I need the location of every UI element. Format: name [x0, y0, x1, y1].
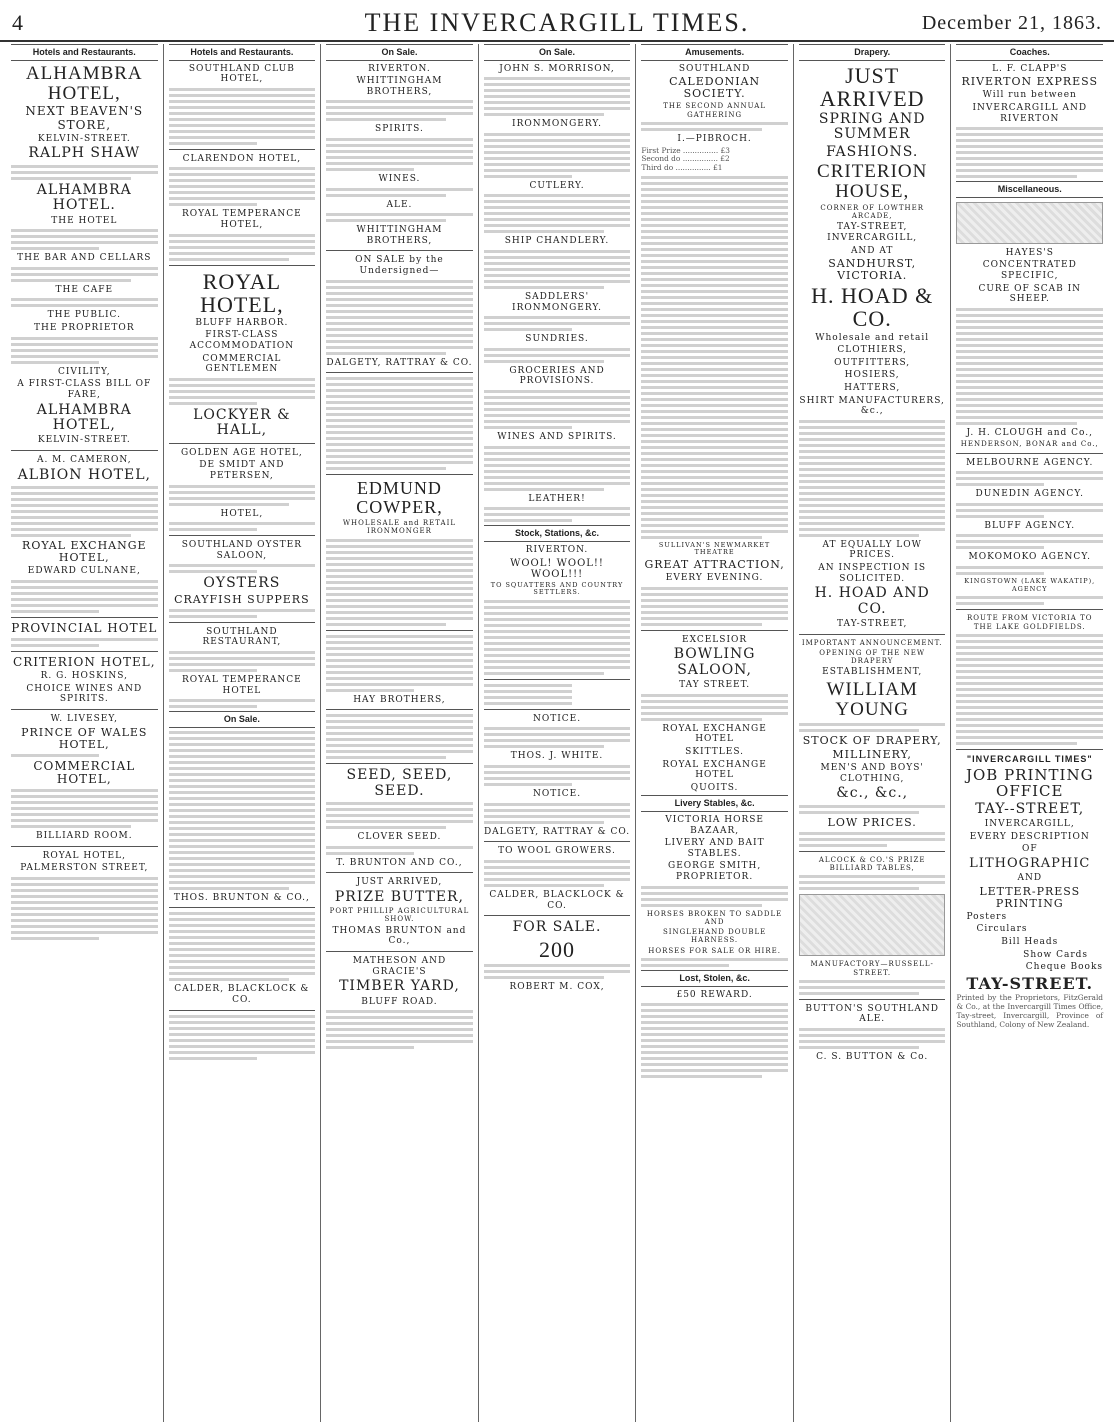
ad-subheading: WINES AND SPIRITS.	[497, 432, 617, 443]
ad-subheading: RIVERTON.	[368, 63, 431, 74]
ad-heading: ALCOCK & CO.'S PRIZE BILLIARD TABLES,	[818, 855, 926, 873]
ad-subheading: EVERY EVENING.	[665, 573, 764, 584]
ad-heading: LOCKYER & HALL,	[193, 406, 291, 439]
printer-imprint: Printed by the Proprietors, FitzGerald & Co., at the Invercargill Times Office, Tay-street, Invercargill, Province of Southland, Colony of New Zealand.	[956, 993, 1104, 1029]
ad-heading: PROVINCIAL HOTEL	[11, 620, 158, 635]
ad-text	[484, 860, 631, 887]
ad-text	[11, 754, 158, 757]
prize-row	[641, 164, 788, 173]
ad-subheading: A FIRST-CLASS BILL OF FARE,	[17, 379, 152, 400]
ad-heading: GOLDEN AGE HOTEL,	[180, 447, 303, 458]
ad-text	[484, 77, 631, 116]
ad-heading: SULLIVAN'S NEWMARKET THEATRE	[658, 540, 771, 557]
ad-heading: VICTORIA HORSE BAZAAR,	[665, 815, 764, 836]
ad-text	[11, 337, 158, 364]
ad-subheading: WINES.	[378, 174, 421, 185]
ad-text	[799, 1028, 946, 1049]
prize-text: Second do ............... £2	[641, 154, 730, 164]
ad-subheading: SHIRT MANUFACTURERS, &c.,	[799, 395, 945, 417]
ad-number: 200	[539, 936, 576, 962]
ad-subheading: RIVERTON.	[525, 544, 589, 555]
royal-coat-of-arms	[956, 202, 1103, 244]
ad-name: C. S. BUTTON & Co.	[816, 1051, 929, 1062]
ad-heading: SOUTHLAND OYSTER SALOON,	[181, 540, 302, 561]
ad-text	[169, 167, 316, 206]
ad-text	[11, 229, 158, 250]
ad-heading: CRITERION HOUSE,	[817, 160, 928, 202]
ad-subheading: LEATHER!	[528, 493, 586, 504]
ad-heading: ROYAL HOTEL,	[200, 268, 284, 317]
ad-text	[326, 1010, 473, 1049]
ad-name: THOMAS BRUNTON and Co.,	[332, 925, 467, 947]
ad-heading: WILLIAM YOUNG	[826, 679, 918, 720]
ad-heading: ALHAMBRA HOTEL.	[36, 181, 132, 214]
ad-text	[484, 765, 631, 786]
ad-text	[484, 803, 631, 824]
ad-text	[326, 714, 473, 759]
masthead	[0, 0, 1114, 42]
ad-heading: H. HOAD & CO.	[811, 283, 934, 332]
ad-subheading: STOCK OF DRAPERY,	[802, 733, 942, 747]
ad-subheading: HORSES FOR SALE OR HIRE.	[648, 946, 781, 955]
column-on-sale-1	[321, 44, 479, 1422]
ad-text	[484, 446, 631, 491]
ad-name: J. H. CLOUGH and Co.,	[966, 427, 1094, 438]
ad-subheading: L. F. CLAPP'S	[992, 63, 1068, 74]
ad-heading: OYSTERS	[203, 575, 281, 592]
ad-text	[11, 165, 158, 180]
ad-name: GEORGE SMITH, PROPRIETOR.	[668, 861, 762, 883]
ad-name: HENDERSON, BONAR and Co.,	[960, 440, 1099, 449]
ad-name: T. BRUNTON AND CO.,	[336, 857, 463, 868]
ad-heading: H. HOAD AND CO.	[814, 585, 930, 617]
ad-subheading: THE CAFE	[55, 284, 114, 295]
ad-subheading: BLUFF ROAD.	[361, 996, 438, 1007]
ad-heading: KINGSTOWN (LAKE WAKATIP), AGENCY	[964, 577, 1096, 593]
ad-subheading: Wholesale and retail	[815, 332, 930, 343]
ad-name: RALPH SHAW	[28, 145, 141, 162]
ad-text	[799, 832, 946, 847]
column-coaches	[951, 44, 1108, 1422]
ad-text	[484, 684, 631, 705]
ad-text	[11, 877, 158, 940]
ad-name: CALDER, BLACKLOCK & CO.	[174, 984, 310, 1006]
ad-text	[641, 587, 788, 626]
ad-text	[169, 378, 316, 405]
ad-subheading: MANUFACTORY—RUSSELL-STREET.	[810, 960, 934, 977]
ad-text	[799, 875, 946, 890]
ad-text	[169, 699, 316, 708]
ad-subheading: SPRING AND SUMMER	[818, 110, 926, 143]
ad-heading: SOUTHLAND RESTAURANT,	[202, 626, 282, 648]
ad-text	[169, 564, 316, 573]
ad-text	[799, 805, 946, 814]
ad-subheading: INVERCARGILL AND RIVERTON	[972, 102, 1088, 124]
ad-text	[956, 503, 1103, 518]
ad-subheading: SHIP CHANDLERY.	[504, 236, 610, 247]
ad-text	[484, 964, 631, 979]
page-number: 4	[12, 10, 24, 35]
ad-heading: BLUFF AGENCY.	[984, 520, 1076, 531]
ad-text	[484, 390, 631, 429]
ad-subheading: CUTLERY.	[529, 180, 585, 191]
ad-text	[326, 100, 473, 121]
ad-subheading: BILLIARD ROOM.	[35, 831, 133, 842]
ad-heading: HAYES'S	[1005, 247, 1054, 258]
ad-subheading: LOW PRICES.	[827, 815, 917, 829]
ad-name: THOS. J. WHITE.	[510, 751, 604, 762]
ad-subheading: GROCERIES AND PROVISIONS.	[509, 365, 605, 387]
ad-subheading: SADDLERS' IRONMONGERY.	[512, 292, 602, 313]
ad-subheading: HATTERS,	[844, 382, 901, 393]
ad-name: WHITTINGHAM BROTHERS,	[356, 225, 443, 246]
ad-subheading: TAY-STREET,	[837, 619, 908, 630]
column-hotels-2	[164, 44, 322, 1422]
ad-subheading: QUOITS.	[690, 782, 739, 793]
ad-text	[326, 280, 473, 355]
ad-text	[799, 980, 946, 995]
ad-heading: ALHAMBRA HOTEL,	[25, 62, 143, 104]
ad-text	[484, 194, 631, 233]
ad-text	[169, 912, 316, 981]
ad-subheading: EVERY DESCRIPTION	[969, 831, 1090, 842]
ad-subheading: WHOLESALE and RETAIL IRONMONGER	[342, 519, 457, 536]
ad-subheading: SUNDRIES.	[525, 334, 589, 345]
section-header: Drapery.	[799, 44, 946, 61]
column-hotels-1	[6, 44, 164, 1422]
ad-heading: LETTER-PRESS PRINTING	[979, 884, 1081, 910]
ad-heading: TIMBER YARD,	[339, 978, 460, 995]
column-on-sale-2	[479, 44, 637, 1422]
billiard-illustration	[799, 894, 946, 956]
ad-subheading: HORSES BROKEN TO SADDLE AND	[646, 909, 783, 926]
ad-text	[169, 651, 316, 672]
ad-text	[169, 88, 316, 145]
ad-subheading: AN INSPECTION IS SOLICITED.	[818, 563, 927, 584]
ad-street: KELVIN-STREET.	[37, 133, 131, 144]
ad-name: DALGETY, RATTRAY & CO.	[326, 357, 473, 368]
issue-date: December 21, 1863.	[921, 12, 1102, 34]
ad-name: W. LIVESEY,	[50, 713, 118, 724]
ad-heading: ROYAL HOTEL,	[42, 850, 126, 861]
section-header: On Sale.	[484, 44, 631, 61]
ad-subheading: &c., &c.,	[836, 785, 909, 802]
ad-text	[484, 133, 631, 178]
ad-subheading: SPIRITS.	[375, 124, 424, 135]
ad-text	[956, 127, 1103, 178]
section-header: Amusements.	[641, 44, 788, 61]
ad-text	[956, 308, 1103, 425]
column-drapery	[794, 44, 952, 1422]
ad-heading: ROYAL EXCHANGE HOTEL,	[22, 538, 147, 564]
ad-subheading: EXCELSIOR	[682, 634, 748, 645]
ad-subheading: AND	[1017, 873, 1043, 884]
ad-text	[799, 420, 946, 537]
ad-heading: JUST ARRIVED	[819, 62, 925, 111]
ad-heading: £50 REWARD.	[676, 989, 753, 1000]
prize-text: Third do ............... £1	[641, 162, 723, 172]
ad-subheading: JUST ARRIVED,	[356, 877, 443, 888]
section-header: Hotels and Restaurants.	[169, 44, 316, 61]
ad-heading: JOHN S. MORRISON,	[499, 63, 615, 74]
ad-name: CALDER, BLACKLOCK & CO.	[489, 889, 625, 911]
column-amusements	[636, 44, 794, 1422]
ad-heading: GREAT ATTRACTION,	[644, 558, 785, 572]
ad-text	[11, 267, 158, 282]
ad-heading: LITHOGRAPHIC	[969, 855, 1091, 871]
ad-subheading: FASHIONS.	[826, 143, 919, 160]
ad-subheading: TAY STREET.	[679, 680, 751, 691]
ad-name: THOS. BRUNTON & CO.,	[173, 892, 310, 903]
ad-subheading: INVERCARGILL,	[984, 818, 1075, 829]
ad-heading: RIVERTON EXPRESS	[961, 75, 1099, 89]
ad-text	[326, 846, 473, 855]
ad-text	[484, 600, 631, 675]
ad-heading: BOWLING SALOON,	[673, 646, 756, 678]
ad-subheading: CLOVER SEED.	[357, 831, 442, 842]
ad-subheading: MILLINERY,	[832, 747, 912, 761]
ad-text	[641, 122, 788, 131]
prize-text: First Prize ............... £3	[641, 145, 730, 155]
ad-item: Posters	[966, 911, 1008, 922]
ad-subheading: CHOICE WINES AND SPIRITS.	[26, 683, 143, 705]
ad-subheading: NEXT BEAVEN'S STORE,	[25, 104, 144, 132]
ad-heading: EDMUND COWPER,	[356, 478, 443, 518]
section-header: On Sale.	[326, 44, 473, 61]
ad-text	[169, 609, 316, 618]
columns	[6, 44, 1108, 1422]
ad-subheading: ALE.	[386, 199, 413, 210]
ad-text	[484, 250, 631, 289]
ad-subheading: COMMERCIAL GENTLEMEN	[202, 353, 282, 375]
ad-item: Bill Heads	[1001, 937, 1059, 948]
ad-name: HAY BROTHERS,	[353, 694, 446, 705]
ad-heading: IMPORTANT ANNOUNCEMENT.	[801, 638, 943, 647]
ad-text	[641, 1003, 788, 1078]
ad-heading: ROYAL TEMPERANCE HOTEL,	[181, 209, 302, 231]
ad-heading: TAY-STREET.	[966, 973, 1094, 993]
ad-heading: ALBION HOTEL,	[17, 466, 151, 483]
ad-subheading: OF	[1021, 844, 1038, 855]
ad-heading: ALHAMBRA HOTEL,	[36, 401, 132, 433]
ad-subheading: Will run between	[982, 90, 1077, 101]
ad-subheading: IRONMONGERY.	[512, 119, 602, 130]
ad-heading: NOTICE.	[532, 789, 582, 800]
ad-text	[11, 298, 158, 307]
ad-heading: PRINCE OF WALES HOTEL,	[21, 725, 148, 751]
section-header: Stock, Stations, &c.	[484, 525, 631, 542]
ad-heading: "INVERCARGILL TIMES"	[966, 753, 1093, 764]
ad-text	[484, 316, 631, 331]
ad-subheading: SKITTLES.	[685, 746, 745, 757]
ad-text	[484, 727, 631, 748]
ad-name: A. M. CAMERON,	[36, 454, 132, 465]
ad-heading: PRIZE BUTTER,	[334, 888, 464, 905]
section-header: Hotels and Restaurants.	[11, 44, 158, 61]
ad-subheading: THE SECOND ANNUAL GATHERING	[663, 102, 766, 119]
ad-subheading: TAY--STREET,	[975, 800, 1085, 817]
ad-heading: ROUTE FROM VICTORIA TO THE LAKE GOLDFIELDS.	[967, 614, 1093, 631]
ad-subheading: MEN'S AND BOYS' CLOTHING,	[820, 763, 924, 784]
ad-subheading: HOTEL,	[220, 508, 264, 519]
ad-subheading: THE PUBLIC.	[47, 310, 121, 321]
ad-heading: CRAYFISH SUPPERS	[174, 592, 310, 606]
ad-text	[956, 566, 1103, 575]
ad-name: R. G. HOSKINS,	[40, 671, 128, 682]
ad-item: Show Cards	[1023, 949, 1089, 960]
ad-subheading: SINGLEHAND DOUBLE HARNESS.	[662, 928, 767, 945]
ad-subheading: CLOTHIERS,	[837, 345, 908, 356]
ad-text	[326, 188, 473, 197]
ad-heading: OPENING OF THE NEW DRAPERY	[819, 648, 926, 666]
ad-text	[956, 634, 1103, 745]
ad-text	[11, 486, 158, 537]
ad-name: EDWARD CULNANE,	[27, 566, 141, 577]
ad-text	[169, 485, 316, 506]
ad-text	[326, 539, 473, 626]
ad-heading: CONCENTRATED SPECIFIC,	[982, 260, 1077, 281]
ad-heading: CRITERION HOTEL,	[13, 654, 156, 669]
ad-subheading: AT EQUALLY LOW PRICES.	[822, 539, 922, 561]
ad-subheading: BLUFF HARBOR.	[195, 317, 289, 328]
ad-subheading: OUTFITTERS,	[834, 357, 911, 368]
ad-street: KELVIN-STREET.	[37, 435, 131, 446]
ad-text	[641, 886, 788, 907]
ad-heading: MELBOURNE AGENCY.	[966, 457, 1094, 468]
ad-heading: CLARENDON HOTEL,	[182, 153, 302, 164]
section-header: Coaches.	[956, 44, 1103, 61]
newspaper-title: THE INVERCARGILL TIMES.	[364, 8, 750, 37]
ad-heading: LIVERY AND BAIT STABLES.	[664, 838, 765, 859]
ad-subheading: THE HOTEL	[51, 215, 118, 226]
ad-text	[956, 471, 1103, 486]
ad-heading: BUTTON'S SOUTHLAND ALE.	[805, 1003, 940, 1025]
ad-subheading: TO SQUATTERS AND COUNTRY SETTLERS.	[490, 580, 624, 597]
ad-heading: TO WOOL GROWERS.	[498, 846, 616, 857]
ad-text	[326, 213, 473, 222]
ad-heading: DUNEDIN AGENCY.	[975, 489, 1084, 500]
ad-heading: WOOL! WOOL!! WOOL!!!	[510, 557, 604, 580]
section-header: Livery Stables, &c.	[641, 795, 788, 812]
ad-subheading: PORT PHILLIP AGRICULTURAL SHOW.	[329, 907, 470, 924]
ad-text	[11, 638, 158, 647]
ad-text	[169, 1015, 316, 1060]
ad-name: DE SMIDT AND PETERSEN,	[199, 460, 285, 481]
ad-heading: ON SALE by the Undersigned—	[355, 255, 444, 277]
ad-heading: ESTABLISHMENT,	[822, 667, 923, 678]
ad-text	[11, 789, 158, 828]
ad-text	[326, 635, 473, 692]
ad-heading: NOTICE.	[532, 713, 582, 724]
ad-subheading: CORNER OF LOWTHER ARCADE,	[820, 203, 924, 221]
ad-heading: CALEDONIAN SOCIETY.	[669, 75, 761, 101]
ad-text	[956, 596, 1103, 605]
ad-subheading: PALMERSTON STREET,	[20, 863, 149, 874]
ad-subheading: CIVILITY,	[57, 366, 111, 377]
ad-subheading: HOSIERS,	[844, 370, 900, 381]
ad-heading: WHITTINGHAM BROTHERS,	[356, 76, 443, 97]
ad-text	[484, 348, 631, 363]
ad-text	[169, 731, 316, 890]
ad-text	[326, 138, 473, 171]
ad-text	[169, 522, 316, 531]
ad-text	[326, 377, 473, 470]
ad-heading: FOR SALE.	[512, 919, 602, 936]
ad-text	[11, 580, 158, 613]
ad-item: Circulars	[976, 924, 1028, 935]
ad-item: Cheque Books	[1025, 962, 1104, 973]
ad-text	[484, 507, 631, 522]
ad-subheading: CURE OF SCAB IN SHEEP.	[978, 283, 1082, 305]
ad-subheading: THE BAR AND CELLARS	[17, 253, 152, 264]
ad-subheading: AND AT	[850, 245, 894, 256]
ad-subheading: THE PROPRIETOR	[33, 323, 135, 334]
ad-heading: JOB PRINTING OFFICE	[965, 765, 1094, 801]
ad-name: ROBERT M. COX,	[509, 981, 605, 992]
section-header: Lost, Stolen, &c.	[641, 970, 788, 987]
ad-heading: SOUTHLAND CLUB HOTEL,	[188, 63, 295, 85]
ad-text	[641, 176, 788, 539]
ad-text	[799, 723, 946, 732]
ad-subheading: SOUTHLAND	[678, 63, 751, 74]
ad-heading: COMMERCIAL HOTEL,	[33, 758, 136, 786]
ad-text	[641, 694, 788, 721]
ad-text	[641, 958, 788, 967]
ad-heading: ROYAL TEMPERANCE HOTEL	[181, 675, 302, 696]
section-header: On Sale.	[169, 711, 316, 728]
section-header: Miscellaneous.	[956, 181, 1103, 198]
ad-subheading: FIRST-CLASS ACCOMMODATION	[189, 330, 295, 352]
ad-name: DALGETY, RATTRAY & CO.	[483, 826, 631, 837]
ad-text	[956, 534, 1103, 549]
ad-text	[326, 802, 473, 829]
ad-text	[169, 234, 316, 261]
event-name: I.—PIBROCH.	[677, 133, 752, 144]
ad-heading: MATHESON AND GRACIE'S	[352, 955, 447, 977]
ad-heading: ROYAL EXCHANGE HOTEL	[662, 759, 767, 781]
ad-heading: ROYAL EXCHANGE HOTEL	[662, 723, 767, 745]
ad-subheading: SANDHURST, VICTORIA.	[828, 257, 917, 283]
ad-heading: SEED, SEED, SEED.	[346, 767, 453, 799]
ad-subheading: TAY-STREET, INVERCARGILL,	[827, 222, 918, 243]
ad-heading: MOKOMOKO AGENCY.	[968, 552, 1091, 563]
